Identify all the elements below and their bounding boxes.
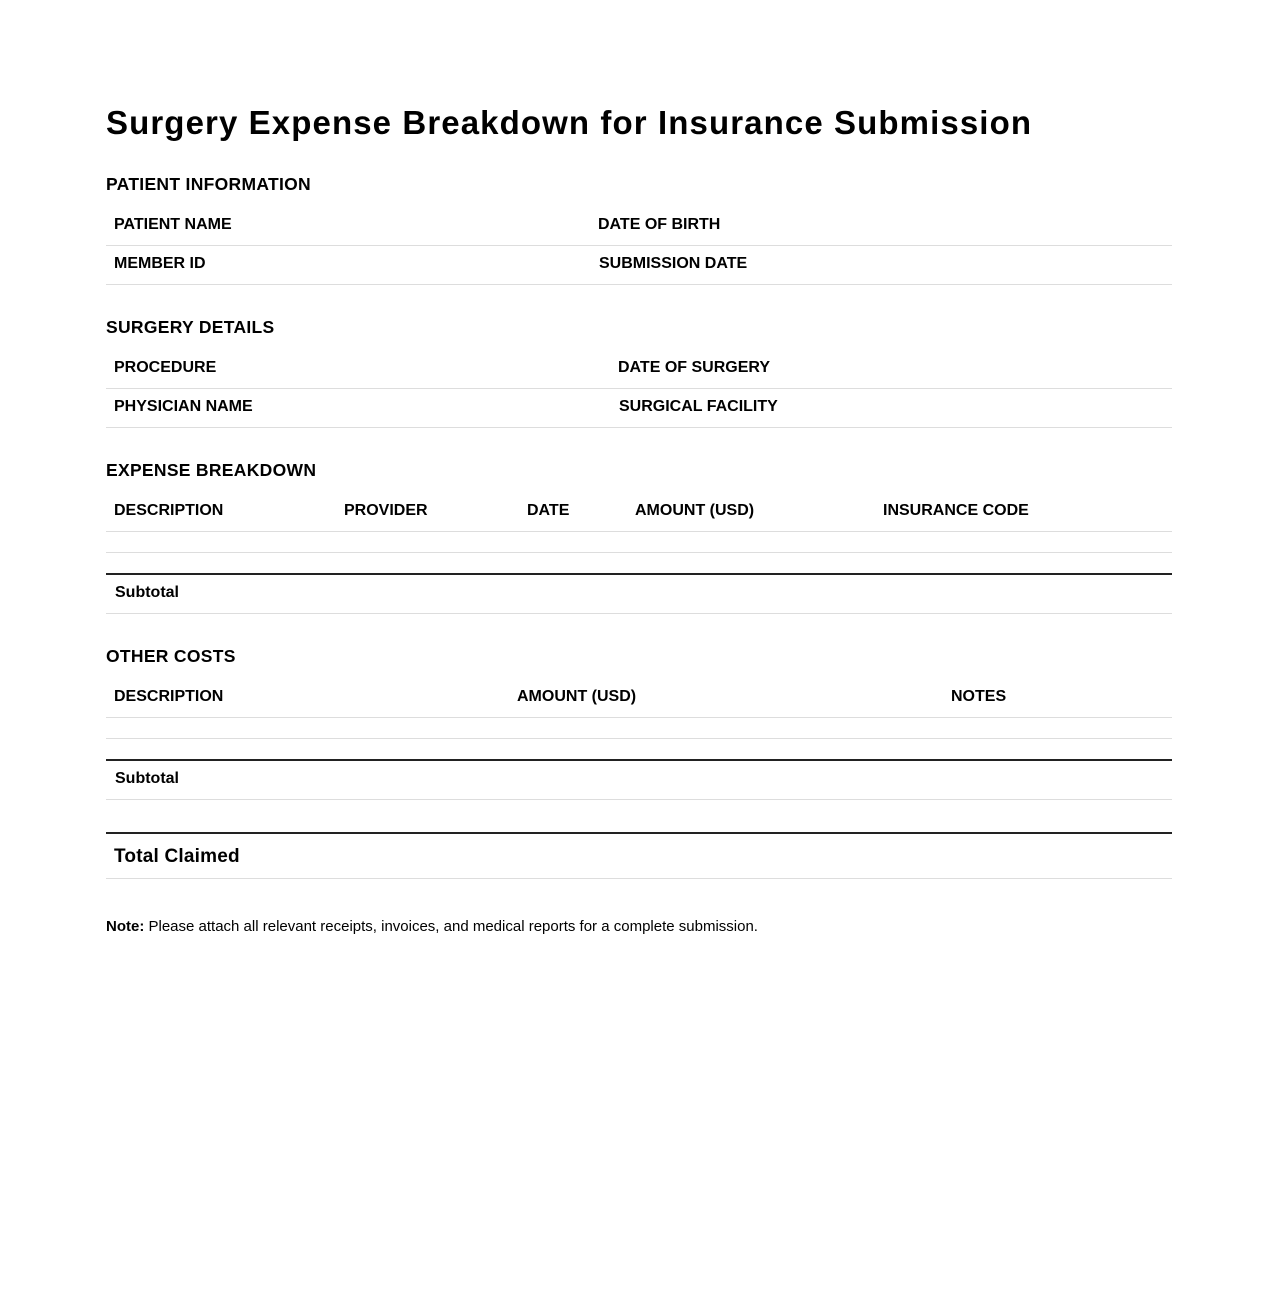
expense-subtotal-row [106,575,1172,614]
surgery-details-row [106,389,1172,428]
submission-date-label: SUBMISSION DATE [599,255,748,272]
surgery-details-heading: SURGERY DETAILS [106,317,275,337]
physician-name-label: PHYSICIAN NAME [114,398,253,415]
column-header-notes: NOTES [951,688,1007,705]
date-of-surgery-label: DATE OF SURGERY [618,359,771,376]
column-header-amount: AMOUNT (USD) [517,688,637,705]
expense-subtotal-label: Subtotal [115,584,179,601]
total-claimed-label: Total Claimed [114,846,240,867]
column-header-date: DATE [527,502,570,519]
other-costs-table-row[interactable] [106,718,1172,739]
expense-table-row[interactable] [106,532,1172,553]
expense-breakdown-heading: EXPENSE BREAKDOWN [106,460,317,480]
surgical-facility-label: SURGICAL FACILITY [619,398,778,415]
other-costs-heading: OTHER COSTS [106,646,236,666]
submission-note [106,918,758,935]
expense-header-row [106,493,1172,532]
patient-info-row [106,207,1172,246]
patient-info-row [106,246,1172,285]
other-costs-header-row [106,679,1172,718]
note-text: Please attach all relevant receipts, invoices, and medical reports for a complete submission. [144,918,758,935]
patient-information-heading: PATIENT INFORMATION [106,174,311,194]
column-header-insurance-code: INSURANCE CODE [883,502,1029,519]
other-costs-subtotal-row [106,761,1172,800]
note-label: Note: [106,918,145,935]
other-costs-subtotal-label: Subtotal [115,770,179,787]
date-of-birth-label: DATE OF BIRTH [598,216,721,233]
document-title: Surgery Expense Breakdown for Insurance Submission [106,104,1033,141]
column-header-amount: AMOUNT (USD) [635,502,755,519]
total-claimed-row [106,834,1172,879]
member-id-label: MEMBER ID [114,255,206,272]
column-header-description: DESCRIPTION [114,688,224,705]
column-header-description: DESCRIPTION [114,502,224,519]
procedure-label: PROCEDURE [114,359,217,376]
patient-name-label: PATIENT NAME [114,216,232,233]
surgery-details-row [106,350,1172,389]
column-header-provider: PROVIDER [344,502,428,519]
